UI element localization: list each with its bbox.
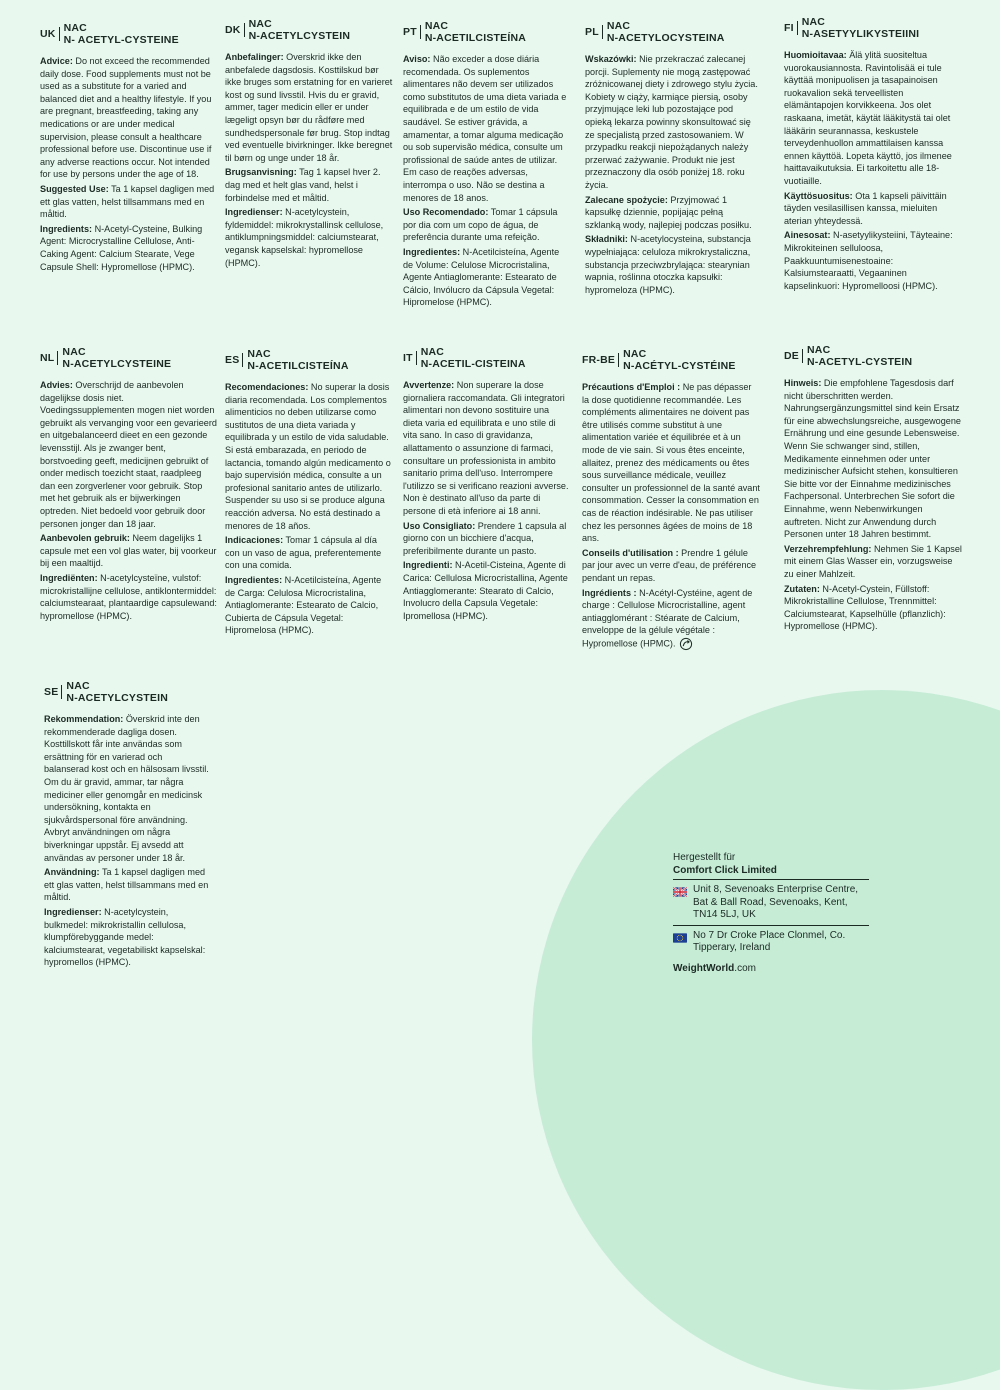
heading-divider [802, 349, 803, 363]
paragraph-label: Ingredients: [40, 223, 93, 234]
product-subtitle: N-ACETYLCYSTEINE [62, 358, 172, 370]
paragraph-text: Overschrijd de aanbevolen dagelijkse dosis niet. Voedingssupplementen mogen niet worden gebruikt als vervanging voor een gevarieerd en uitgebalanceerd dieet en een gezonde levensstijl. Als je zwanger bent, borstvoeding geeft, medicijnen gebruikt of onder medisch toezicht staat, raadpleeg dan een zorgverlener voor gebruik. Stop met het gebruik als er bijwerkingen optreden. Niet bedoeld voor gebruik door personen jonger dan 18 jaar. [40, 380, 217, 529]
product-subtitle: N-ASETYYLIKYSTEIINI [801, 28, 920, 40]
language-code: FI [784, 21, 794, 34]
product-name-block [807, 344, 912, 368]
product-subtitle: N-ACETILCISTEÍNA [247, 360, 349, 372]
product-name-block [607, 20, 725, 44]
paragraph-label: Aviso: [403, 54, 431, 64]
section-heading [784, 344, 962, 368]
product-name-block [623, 348, 736, 372]
language-code: DK [225, 23, 241, 36]
paragraph-label: Advies: [40, 380, 73, 390]
section-paragraph [225, 51, 393, 164]
paragraph-text: Não exceder a dose diária recomendada. Os suplementos alimentares não devem ser utilizados como substitutos de uma dieta variada e equilibrada e de um estilo de vida saudável. Se estiver grávida, a amamentar, a tomar alguma medicação ou sob supervisão médica, consulte um profissional de saúde antes de utilizar. Em caso de reações adversas, interrompa o uso. Não se destina a menores de 18 anos. [403, 54, 567, 203]
paragraph-text: Tomar 1 cápsula por dia com um copo de água, de preferência durante uma refeição. [403, 207, 558, 243]
product-subtitle: N-ACÉTYL-CYSTÉINE [623, 360, 736, 372]
language-code: DE [784, 349, 799, 362]
paragraph-text: Tag 1 kapsel hver 2. dag med et helt glas vand, helst i forbindelse med et måltid. [225, 167, 381, 203]
section-paragraph [784, 377, 962, 541]
paragraph-label: Ingredientes: [225, 574, 283, 585]
language-code: ES [225, 353, 240, 366]
paragraph-text: Ne pas dépasser la dose quotidienne recommandée. Les compléments alimentaires ne doivent pas être utilisés comme substitut à une alimentation variée et équilibrée et à un mode de vie sain. Si vous êtes enceinte, allaitez, prenez des médicaments ou êtes sous surveillance médicale, veuillez consulter un professionnel de la santé avant consommation. Cesser la consommation en cas de réaction indésirable. Ne pas utiliser chez les personnes âgées de moins de 18 ans. [582, 382, 760, 544]
section-paragraph [403, 379, 571, 518]
section-de [784, 344, 962, 635]
section-paragraph [225, 574, 393, 637]
section-paragraph [784, 229, 962, 292]
section-heading [582, 348, 760, 372]
product-subtitle: N-ACETYLOCYSTEINA [606, 32, 725, 44]
product-name: NAC [63, 22, 87, 34]
product-name: NAC [623, 348, 647, 360]
paragraph-text: Ta 1 kapsel dagligen med ett glas vatten, helst tillsammans med en måltid. [44, 867, 209, 903]
paragraph-label: Ingrédients : [582, 587, 637, 598]
paragraph-text: N-acetylcystein, bulkmedel: mikrokristallin cellulosa, klumpförebyggande medel: kalciumstearat, vegetabiliskt kapselskal: hypromellos (HPMC). [44, 906, 206, 968]
paragraph-label: Uso Recomendado: [403, 207, 489, 218]
section-fi [784, 16, 962, 294]
website[interactable] [673, 963, 869, 976]
section-paragraph [403, 246, 571, 309]
paragraph-label: Précautions d'Emploi : [582, 382, 681, 392]
section-paragraph [40, 183, 218, 221]
triman-recycle-icon [679, 637, 693, 651]
section-paragraph [40, 223, 218, 273]
paragraph-label: Wskazówki: [585, 54, 637, 64]
section-nl [40, 346, 218, 624]
product-name: NAC [606, 20, 631, 32]
product-name-block [425, 20, 526, 44]
section-paragraph [225, 166, 393, 204]
product-name-block [249, 18, 351, 42]
heading-divider [797, 21, 798, 35]
paragraph-label: Suggested Use: [40, 183, 109, 194]
product-name-block [247, 348, 348, 372]
product-subtitle: N-ACETILCISTEÍNA [424, 32, 527, 44]
section-paragraph [585, 233, 758, 296]
section-paragraph [403, 559, 571, 622]
language-code: NL [40, 351, 55, 364]
paragraph-label: Käyttösuositus: [784, 190, 853, 201]
heading-divider [420, 25, 421, 39]
paragraph-text: Prendere 1 capsula al giorno con un bicchiere d'acqua, preferibilmente durante un pasto. [403, 520, 567, 556]
language-code: PT [403, 25, 417, 38]
address-ie [673, 925, 869, 958]
website-domain: .com [734, 962, 756, 974]
heading-divider [244, 23, 245, 37]
product-subtitle: N-ACETIL-CISTEINA [420, 358, 526, 370]
paragraph-text: N-asetyylikysteiini, Täyteaine: Mikrokiteinen selluloosa, Paakkuuntumisenestoaine: Kalsiumstearaatti, Vegaaninen kapselinkuori: Hypromelloosi (HPMC). [784, 230, 953, 291]
product-name-block [66, 680, 168, 704]
paragraph-label: Zutaten: [784, 583, 820, 594]
address-uk [673, 879, 869, 925]
section-heading [40, 346, 218, 370]
paragraph-text: N-Acétyl-Cystéine, agent de charge : Cellulose Microcristalline, agent antiagglomérant : Stéarate de Calcium, enveloppe de la gélule végétale : Hypromellose (HPMC). [582, 587, 753, 649]
paragraph-text: Overskrid ikke den anbefalede dagsdosis. Kosttilskud bør ikke bruges som erstatning for en varieret kost og sund livsstil. Hvis du er gravid, ammer, tager medicin eller er under lægeligt opsyn bør du rådføre med sundhedspersonale før brug. Stop indtag ved eventuelle bivirkninger. Ikke beregnet til børn og unge under 18 år. [225, 52, 393, 163]
product-name-block [802, 16, 920, 40]
heading-divider [57, 351, 58, 365]
section-uk [40, 22, 218, 275]
paragraph-text: Prendre 1 gélule par jour avec un verre d'eau, de préférence pendant un repas. [582, 547, 757, 583]
language-code: SE [44, 685, 59, 698]
section-heading [40, 22, 218, 46]
product-subtitle: N-ACETYL-CYSTEIN [807, 356, 913, 368]
heading-divider [416, 351, 417, 365]
paragraph-text: Neem dagelijks 1 capsule met een vol glas water, bij voorkeur bij een maaltijd. [40, 533, 217, 569]
section-paragraph [784, 543, 962, 581]
section-frbe [582, 348, 760, 653]
manufacturer-title: Hergestellt für [673, 852, 736, 863]
paragraph-label: Avvertenze: [403, 380, 455, 390]
paragraph-text: Ta 1 kapsel dagligen med ett glas vatten, helst tillsammans med en måltid. [40, 183, 215, 220]
product-name: NAC [807, 344, 831, 356]
paragraph-text: Nie przekraczać zalecanej porcji. Suplementy nie mogą zastępować zróżnicowanej diety i zdrowego stylu życia. Kobiety w ciąży, karmiące piersią, osoby przyjmujące leki lub pozostające pod opieką lekarza powinny skonsultować się ze specjalistą przed zastosowaniem. W przypadku reakcji niepożądanych należy przerwać zażywanie. Produkt nie jest przeznaczony dla osób poniżej 18. roku życia. [585, 54, 758, 190]
paragraph-text: N-Acetil-Cisteina, Agente di Carica: Cellulosa Microcristallina, Agente Antiagglomerante: Stearato di Calcio, Involucro della Capsula Vegetale: Ipromellosa (HPMC). [403, 560, 568, 621]
paragraph-text: N-Acetyl-Cystein, Füllstoff: Mikrokristalline Cellulose, Trennmittel: Calciumstearat, Kapselhülle (pflanzlich): Hypromellose (HPMC). [784, 583, 946, 632]
section-paragraph [44, 906, 209, 969]
paragraph-text: Die empfohlene Tagesdosis darf nicht überschritten werden. Nahrungsergänzungsmittel sind kein Ersatz für eine abwechslungsreiche, ausgewogene Ernährung und eine gesunde Lebensweise. Wenn Sie schwanger sind, stillen, Medikamente einnehmen oder unter medizinischer Aufsicht stehen, konsultieren Sie bitte vor der Einnahme medizinisches Fachpersonal. Unterbrechen Sie sofort die Einnahme, wenn Nebenwirkungen auftreten. Nicht zur Anwendung durch Personen unter 18 Jahren bestimmt. [784, 378, 961, 540]
section-pt [403, 20, 571, 311]
paragraph-label: Ainesosat: [784, 230, 831, 241]
section-pl [585, 20, 758, 298]
manufacturer-company: Comfort Click Limited [673, 864, 777, 876]
paragraph-text: N-acetylcysteïne, vulstof: microkristallijne cellulose, antiklontermiddel: calciumstearaat, plantaardige capsulewand: hypromellose (HPMC). [40, 572, 217, 621]
product-name-block [421, 346, 526, 370]
product-name: NAC [248, 18, 272, 30]
section-paragraph [585, 194, 758, 232]
paragraph-text: N-Acetyl-Cysteine, Bulking Agent: Microcrystalline Cellulose, Anti-Caking Agent: Calcium Stearate, Vege Capsule Shell: Hypromellose (HPMC). [40, 223, 203, 272]
paragraph-label: Ingredientes: [403, 246, 461, 257]
section-paragraph [582, 381, 760, 545]
section-heading [585, 20, 758, 44]
section-paragraph [585, 53, 758, 192]
paragraph-label: Indicaciones: [225, 535, 284, 546]
section-paragraph [225, 534, 393, 572]
paragraph-text: Tomar 1 cápsula al día con un vaso de agua, preferentemente con una comida. [225, 535, 382, 571]
paragraph-text: Överskrid inte den rekommenderade dagliga dosen. Kosttillskott får inte användas som ersättning för en varierad och balanserad kost och en hälsosam livsstil. Om du är gravid, ammar, tar några mediciner eller genomgår en medicinsk undersökning, kontakta en sjukvårdspersonal före användning. Avbryt användningen om några biverkningar uppstår. Ej avsedd att användas av personer under 18 år. [44, 714, 209, 863]
paragraph-text: Non superare la dose giornaliera raccomandata. Gli integratori alimentari non devono sostituire una dieta varia ed equilibrata e uno stile di vita sano. In caso di gravidanza, allattamento o assunzione di farmaci, consultare un professionista in ambito sanitario prima dell'uso. Interrompere l'utilizzo se si verificano reazioni avverse. Non è destinato all'uso da parte di persone di età inferiore ai 18 anni. [403, 380, 569, 516]
product-name: NAC [420, 346, 445, 358]
product-name: NAC [424, 20, 449, 32]
language-code: PL [585, 25, 599, 38]
section-paragraph [784, 583, 962, 633]
paragraph-text: N-acetylcystein, fyldemiddel: mikrokrystallinsk cellulose, antiklumpningsmiddel: calciumstearat, vegansk kapselskal: hypromellose (HPMC). [225, 207, 384, 268]
paragraph-label: Hinweis: [784, 378, 822, 388]
heading-divider [242, 353, 243, 367]
paragraph-text: Przyjmować 1 kapsułkę dziennie, popijając pełną szklanką wody, najlepiej podczas posiłku. [585, 194, 752, 230]
paragraph-label: Recomendaciones: [225, 382, 309, 392]
product-subtitle: N-ACETYLCYSTEIN [248, 30, 351, 42]
product-name-block [62, 346, 171, 370]
eu-flag-icon [673, 933, 687, 943]
paragraph-text: No superar la dosis diaria recomendada. Los complementos alimenticios no deben utilizarse como sustitutos de una dieta variada y equilibrada y un estilo de vida saludable. Si está embarazada, en periodo de lactancia, tomando algún medicamento o bajo supervisión médica, consulte a un profesional sanitario antes de utilizarlo. Suspender su uso si se produce alguna reacción adversa. No está destinado a menores de 18 años. [225, 382, 391, 531]
paragraph-label: Brugsanvisning: [225, 167, 297, 178]
section-paragraph [784, 190, 962, 228]
section-paragraph [225, 381, 393, 532]
heading-divider [618, 353, 619, 367]
section-paragraph [582, 587, 760, 651]
paragraph-label: Ingrediënten: [40, 572, 98, 583]
heading-divider [61, 685, 62, 699]
paragraph-text: Nehmen Sie 1 Kapsel mit einem Glas Wasser ein, vorzugsweise zu einer Mahlzeit. [784, 543, 962, 579]
product-name: NAC [247, 348, 271, 360]
section-paragraph [582, 547, 760, 585]
section-heading [403, 346, 571, 370]
paragraph-label: Ingredienser: [225, 207, 283, 218]
section-paragraph [40, 572, 218, 622]
uk-flag-icon [673, 887, 687, 897]
paragraph-text: N-acetylocysteina, substancja wypełniająca: celuloza mikrokrystaliczna, substancja przeciwzbrylająca: stearynian wapnia, roślinna otoczka kapsułki: hypromeloza (HPMC). [585, 234, 751, 295]
address-ie-text: No 7 Dr Croke Place Clonmel, Co. Tipperary, Ireland [693, 929, 846, 953]
section-heading [784, 16, 962, 40]
decorative-circle [532, 690, 1000, 1390]
paragraph-text: Ota 1 kapseli päivittäin täyden vesilasillisen kanssa, mieluiten aterian yhteydessä. [784, 190, 947, 226]
section-paragraph [225, 206, 393, 269]
heading-divider [59, 27, 60, 41]
section-paragraph [784, 49, 962, 188]
section-heading [44, 680, 209, 704]
paragraph-label: Zalecane spożycie: [585, 194, 668, 205]
heading-divider [602, 25, 603, 39]
section-paragraph [40, 55, 218, 181]
paragraph-label: Användning: [44, 867, 100, 878]
paragraph-text: Älä ylitä suositeltua vuorokausiannosta. Ravintolisää ei tule käyttää monipuolisen ja tasapainoisen ruokavalion sekä terveellisten elämäntapojen korvikkeena. Jos olet raskaana, imetät, käytät lääkitystä tai olet lääkärin seurannassa, keskustele terveydenhuollon ammattilaisen kanssa ennen käyttöä. Lopeta käyttö, jos ilmenee haittavaikutuksia. Ei tarkoitettu alle 18-vuotiaille. [784, 50, 952, 186]
section-paragraph [403, 206, 571, 244]
address-uk-text: Unit 8, Sevenoaks Enterprise Centre, Bat & Ball Road, Sevenoaks, Kent, TN14 5LJ, UK [693, 884, 859, 920]
paragraph-label: Ingredienser: [44, 906, 102, 917]
section-paragraph [403, 520, 571, 558]
language-code: FR-BE [582, 353, 616, 366]
product-subtitle: N- ACETYL-CYSTEINE [63, 34, 179, 46]
paragraph-label: Verzehrempfehlung: [784, 543, 872, 554]
language-code: UK [40, 27, 56, 40]
section-paragraph [40, 379, 218, 530]
language-code: IT [403, 351, 413, 364]
paragraph-label: Aanbevolen gebruik: [40, 533, 130, 544]
section-heading [225, 18, 393, 42]
section-paragraph [44, 713, 209, 864]
section-dk [225, 18, 393, 271]
paragraph-label: Conseils d'utilisation : [582, 547, 679, 558]
section-paragraph [40, 532, 218, 570]
section-heading [225, 348, 393, 372]
section-es [225, 348, 393, 639]
paragraph-label: Advice: [40, 56, 73, 66]
manufacturer-info [673, 852, 869, 975]
product-name: NAC [66, 680, 90, 692]
product-name: NAC [801, 16, 826, 28]
product-subtitle: N-ACETYLCYSTEIN [66, 692, 169, 704]
paragraph-text: N-Acetilcisteína, Agente de Carga: Celulosa Microcristalina, Antiaglomerante: Estearato de Calcio, Cubierta de Cápsula Vegetal: Hipromelosa (HPMC). [225, 574, 382, 636]
product-name-block [64, 22, 179, 46]
paragraph-label: Składniki: [585, 234, 628, 245]
section-paragraph [403, 53, 571, 204]
paragraph-text: Do not exceed the recommended daily dose. Food supplements must not be used as a substitute for a varied and balanced diet and a healthy lifestyle. If you are pregnant, breastfeeding, taking any medications or are under medical supervision, please consult a healthcare professional before use. Discontinue use if any adverse reactions occur. Not intended for use by persons under the age of 18. [40, 56, 212, 180]
product-name: NAC [62, 346, 86, 358]
section-heading [403, 20, 571, 44]
paragraph-label: Anbefalinger: [225, 52, 284, 62]
paragraph-text: N-Acetilcisteína, Agente de Volume: Celulose Microcristalina, Agente Antiaglomerante: Estearato de Cálcio, Invólucro da Cápsula Vegetal: Hipromelose (HPMC). [403, 246, 560, 308]
paragraph-label: Huomioitavaa: [784, 50, 847, 60]
website-brand: WeightWorld [673, 962, 735, 974]
paragraph-label: Ingredienti: [403, 560, 453, 571]
section-se [44, 680, 209, 971]
paragraph-label: Rekommendation: [44, 714, 124, 724]
paragraph-label: Uso Consigliato: [403, 520, 476, 531]
section-paragraph [44, 866, 209, 904]
section-it [403, 346, 571, 624]
